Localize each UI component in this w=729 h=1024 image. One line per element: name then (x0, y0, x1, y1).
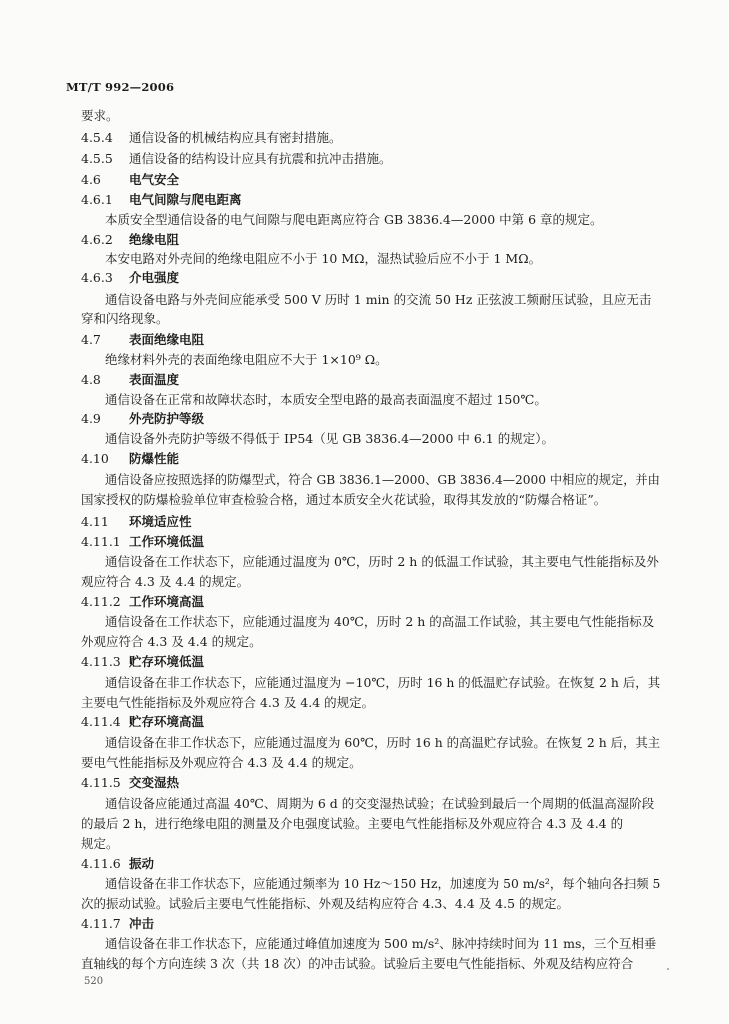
clause-4-6 (81, 172, 179, 188)
clause-4-5-4 (81, 130, 342, 146)
clause-number: 4.11.1 (81, 534, 121, 549)
scan-speck (667, 968, 669, 970)
clause-title: 防爆性能 (129, 451, 180, 466)
clause-number: 4.8 (81, 372, 101, 387)
paragraph-line: 通信设备应能通过高温 40℃、周期为 6 d 的交变湿热试验；在试验到最后一个周期的低温高湿阶段 (105, 796, 655, 811)
clause-4-7 (81, 332, 204, 348)
paragraph-line: 要电气性能指标及外观应符合 4.3 及 4.4 的规定。 (81, 755, 362, 770)
clause-number: 4.11 (81, 514, 109, 529)
clause-4-5-5 (81, 151, 392, 167)
clause-title: 环境适应性 (129, 514, 192, 529)
paragraph-line: 通信设备在非工作状态下，应能通过温度为 −10℃，历时 16 h 的低温贮存试验。在恢复 2 h 后，其 (105, 675, 661, 690)
paragraph-line: 通信设备外壳防护等级不得低于 IP54（见 GB 3836.4—2000 中 6.1 的规定）。 (105, 431, 554, 446)
clause-number: 4.5.5 (81, 151, 113, 166)
paragraph-line: 次的振动试验。试验后主要电气性能指标、外观及结构应符合 4.3、4.4 及 4.5 的规定。 (81, 896, 570, 911)
paragraph-line: 本安电路对外壳间的绝缘电阻应不小于 10 MΩ，湿热试验后应不小于 1 MΩ。 (105, 251, 542, 266)
paragraph-line: 通信设备在工作状态下，应能通过温度为 40℃，历时 2 h 的高温工作试验，其主要电气性能指标及 (105, 614, 655, 629)
clause-4-9 (81, 411, 204, 427)
clause-title: 冲击 (129, 916, 155, 931)
clause-title: 电气安全 (129, 172, 180, 187)
standard-header: MT/T 992—2006 (66, 80, 175, 94)
clause-title: 工作环境低温 (129, 534, 205, 549)
text-line: 要求。 (81, 108, 119, 123)
paragraph-line: 外观应符合 4.3 及 4.4 的规定。 (81, 634, 262, 649)
clause-number: 4.6.3 (81, 270, 113, 285)
clause-4-6-1 (81, 192, 242, 208)
paragraph-line: 通信设备在非工作状态下，应能通过频率为 10 Hz～150 Hz，加速度为 50 m/s²，每个轴向各扫频 5 (105, 876, 661, 891)
clause-4-10 (81, 451, 179, 467)
clause-4-6-2 (81, 232, 179, 248)
clause-number: 4.6 (81, 172, 101, 187)
clause-number: 4.11.2 (81, 594, 121, 609)
clause-number: 4.11.6 (81, 856, 121, 871)
clause-title: 贮存环境高温 (129, 714, 205, 729)
paragraph-line: 规定。 (81, 836, 119, 851)
page-number: 520 (84, 976, 104, 987)
clause-number: 4.6.2 (81, 232, 113, 247)
clause-number: 4.6.1 (81, 192, 113, 207)
clause-4-11-5 (81, 775, 179, 791)
paragraph-line: 观应符合 4.3 及 4.4 的规定。 (81, 574, 250, 589)
clause-title: 外壳防护等级 (129, 411, 205, 426)
clause-number: 4.11.5 (81, 775, 121, 790)
clause-title: 表面绝缘电阻 (129, 332, 205, 347)
paragraph-line: 通信设备在非工作状态下，应能通过温度为 60℃，历时 16 h 的高温贮存试验。在恢复 2 h 后，其主 (105, 735, 661, 750)
clause-title: 绝缘电阻 (129, 232, 180, 247)
clause-title: 振动 (129, 856, 155, 871)
clause-4-11-3 (81, 654, 204, 670)
paragraph-line: 通信设备电路与外壳间应能承受 500 V 历时 1 min 的交流 50 Hz 正弦波工频耐压试验，且应无击 (105, 292, 652, 307)
paragraph-line: 绝缘材料外壳的表面绝缘电阻应不大于 1×10⁹ Ω。 (105, 352, 388, 367)
clause-text: 通信设备的结构设计应具有抗震和抗冲击措施。 (129, 151, 392, 166)
paragraph-line: 通信设备在工作状态下，应能通过温度为 0℃，历时 2 h 的低温工作试验，其主要电气性能指标及外 (105, 554, 659, 569)
clause-title: 介电强度 (129, 270, 180, 285)
clause-number: 4.11.7 (81, 916, 121, 931)
paragraph-line: 直轴线的每个方向连续 3 次（共 18 次）的冲击试验。试验后主要电气性能指标、外观及结构应符合 (81, 956, 634, 971)
clause-4-11-2 (81, 594, 204, 610)
clause-4-8 (81, 372, 179, 388)
clause-4-11-7 (81, 916, 154, 932)
paragraph-line: 国家授权的防爆检验单位审查检验合格，通过本质安全火花试验，取得其发放的“防爆合格证”。 (81, 492, 607, 507)
clause-number: 4.7 (81, 332, 101, 347)
clause-title: 交变湿热 (129, 775, 180, 790)
clause-number: 4.11.3 (81, 654, 121, 669)
clause-title: 表面温度 (129, 372, 180, 387)
clause-4-11-1 (81, 534, 204, 550)
paragraph-line: 通信设备在正常和故障状态时，本质安全型电路的最高表面温度不超过 150℃。 (105, 392, 547, 407)
paragraph-line: 通信设备在非工作状态下，应能通过峰值加速度为 500 m/s²、脉冲持续时间为 11 ms，三个互相垂 (105, 936, 657, 951)
clause-4-6-3 (81, 270, 179, 286)
paragraph-line: 通信设备应按照选择的防爆型式，符合 GB 3836.1—2000、GB 3836.4—2000 中相应的规定，并由 (105, 472, 660, 487)
clause-4-11-6 (81, 856, 154, 872)
clause-number: 4.9 (81, 411, 101, 426)
clause-number: 4.5.4 (81, 130, 113, 145)
clause-number: 4.10 (81, 451, 109, 466)
paragraph-line: 本质安全型通信设备的电气间隙与爬电距离应符合 GB 3836.4—2000 中第 6 章的规定。 (105, 212, 603, 227)
clause-title: 工作环境高温 (129, 594, 205, 609)
clause-title: 电气间隙与爬电距离 (129, 192, 242, 207)
clause-number: 4.11.4 (81, 714, 121, 729)
clause-4-11-4 (81, 714, 204, 730)
clause-title: 贮存环境低温 (129, 654, 205, 669)
paragraph-line: 主要电气性能指标及外观应符合 4.3 及 4.4 的规定。 (81, 695, 375, 710)
paragraph-line: 穿和闪络现象。 (81, 311, 169, 326)
paragraph-line: 的最后 2 h，进行绝缘电阻的测量及介电强度试验。主要电气性能指标及外观应符合 4.3 及 4.4 的 (81, 816, 624, 831)
clause-4-11 (81, 514, 192, 530)
clause-text: 通信设备的机械结构应具有密封措施。 (129, 130, 342, 145)
